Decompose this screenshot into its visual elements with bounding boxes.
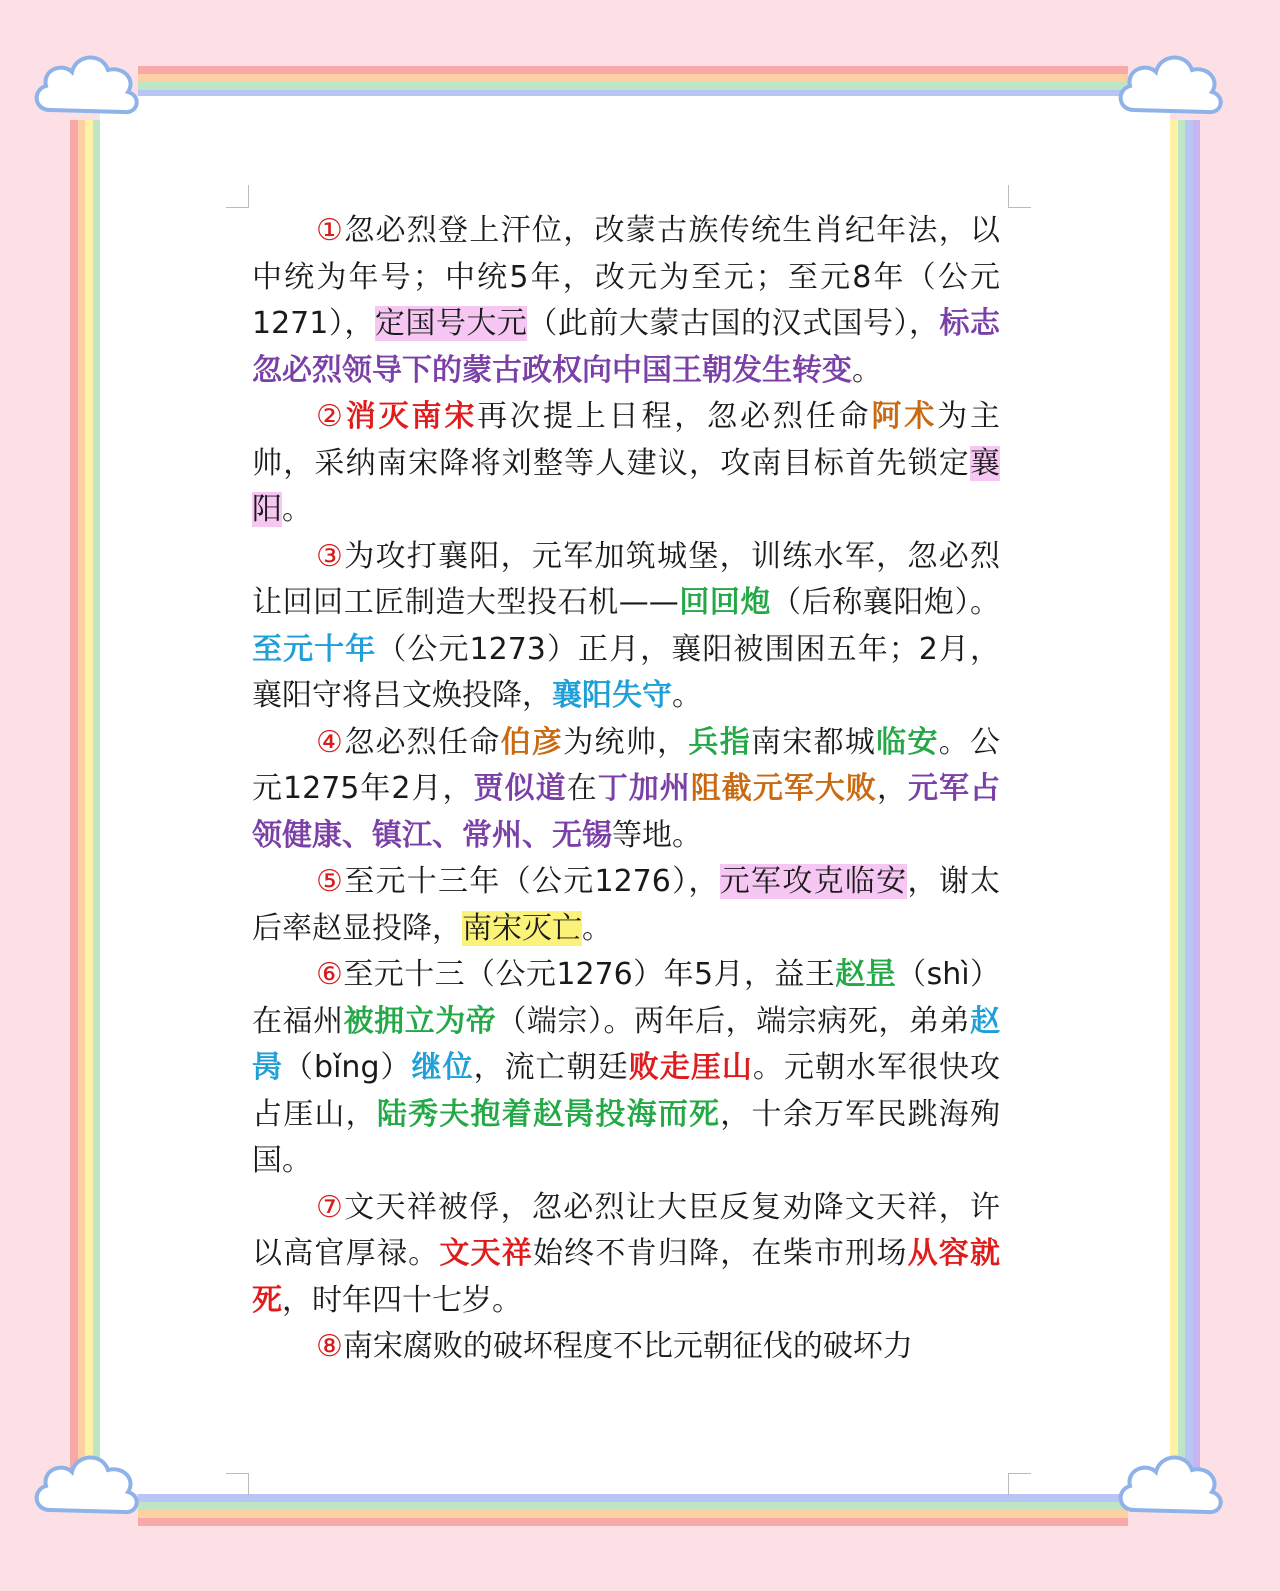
text-hl-pink: 元军攻克临安 [719, 864, 908, 899]
text-segment: 为统帅， [563, 724, 689, 760]
text-segment: （后称襄阳炮）。 [771, 585, 1001, 620]
text-blue: 至元十年 [252, 631, 377, 667]
paragraph-6 [252, 952, 1000, 1185]
text-segment: 再次提上日程，忽必烈任命 [477, 399, 872, 434]
text-segment: （bǐng） [283, 1050, 412, 1085]
text-segment: ，时年四十七岁。 [282, 1282, 522, 1318]
text-segment: 。 [282, 492, 312, 527]
text-segment: （shì）在福州 [252, 957, 1001, 1039]
text-segment: 为攻打襄阳，元军加筑城堡，训练水军，忽必烈让回回工匠制造大型投石机—— [252, 538, 1000, 620]
text-green: 回回炮 [678, 585, 772, 620]
paragraph-3 [252, 534, 1000, 720]
text-segment: 在 [566, 771, 598, 806]
text-segment: ，流亡朝廷 [473, 1050, 629, 1085]
text-purple: 贾似道 [473, 771, 567, 806]
text-segment: ，十余万军民跳海殉国。 [252, 1096, 1001, 1178]
document-body [252, 208, 1000, 1371]
paragraph-1 [252, 208, 1000, 394]
text-segment: （公元1273）正月，襄阳被围困五年；2月，襄阳守将吕文焕投降， [252, 631, 1001, 713]
text-red: 从容就死 [252, 1236, 1001, 1318]
text-segment: 。元朝水军很快攻占厓山， [252, 1050, 1001, 1132]
text-num: ⑤ [316, 864, 345, 899]
text-segment: 南宋腐败的破坏程度不比元朝征伐的破坏力 [342, 1329, 913, 1364]
text-segment: ， [876, 771, 908, 806]
text-num: ③ [316, 538, 345, 574]
text-segment: 至元十三年（公元1276）， [344, 864, 720, 899]
text-segment: 。公元1275年2月， [252, 724, 1001, 806]
text-num: ② [316, 399, 346, 434]
cloud-icon [28, 1440, 148, 1530]
text-green: 兵指 [688, 724, 751, 760]
text-segment: （此前大蒙古国的汉式国号）， [527, 306, 940, 341]
text-blue: 襄阳失守 [552, 678, 672, 713]
text-red: 败走厓山 [628, 1050, 753, 1085]
cloud-icon [1112, 1440, 1232, 1530]
crop-mark [1008, 1473, 1031, 1496]
top-rainbow-border [138, 66, 1128, 98]
text-hl-pink: 襄阳 [252, 445, 1000, 527]
text-segment: 。 [672, 678, 702, 713]
text-green: 赵昰 [835, 957, 897, 992]
text-segment: 忽必烈任命 [344, 724, 501, 760]
text-green: 临安 [876, 724, 939, 760]
text-segment: 南宋都城 [751, 724, 877, 760]
text-red: 文天祥 [439, 1236, 533, 1271]
text-num: ⑦ [316, 1189, 345, 1225]
paragraph-4 [252, 720, 1000, 860]
text-red: 消灭南宋 [345, 399, 478, 434]
text-segment: 始终不肯归降，在柴市刑场 [532, 1236, 908, 1271]
text-purple: 丁加州 [597, 771, 691, 806]
text-segment: ，谢太后率赵显投降， [252, 864, 1001, 946]
left-rainbow-border [70, 120, 100, 1470]
text-segment: 文天祥被俘，忽必烈让大臣反复劝降文天祥，许以高官厚禄。 [252, 1189, 1000, 1271]
text-segment: （端宗）。两年后，端宗病死，弟弟 [496, 1003, 971, 1039]
text-blue: 赵昺 [252, 1003, 1001, 1085]
crop-mark [1008, 185, 1031, 208]
cloud-icon [28, 40, 148, 130]
text-num: ④ [316, 724, 345, 760]
text-segment: 忽必烈登上汗位，改蒙古族传统生肖纪年法，以中统为年号；中统5年，改元为至元；至元8年（公元1271）， [252, 213, 1000, 341]
paragraph-8 [252, 1324, 1000, 1371]
text-segment: 等地。 [612, 817, 702, 853]
paragraph-5 [252, 859, 1000, 952]
text-orange: 伯彦 [500, 724, 564, 760]
text-segment: 。 [582, 910, 612, 946]
text-segment: 至元十三（公元1276）年5月，益王 [343, 957, 836, 992]
bottom-rainbow-border [138, 1494, 1128, 1526]
paragraph-7 [252, 1185, 1000, 1325]
text-num: ⑧ [316, 1329, 343, 1364]
text-blue: 继位 [411, 1050, 474, 1085]
text-segment: 为主帅，采纳南宋降将刘整等人建议，攻南目标首先锁定 [252, 399, 1001, 481]
right-rainbow-border [1170, 120, 1200, 1470]
text-green: 陆秀夫抱着赵昺投海而死 [376, 1096, 721, 1132]
crop-mark [226, 1473, 249, 1496]
text-hl-pink: 定国号大元 [374, 306, 528, 341]
crop-mark [226, 185, 249, 208]
text-segment: 。 [852, 352, 882, 388]
text-num: ① [316, 213, 345, 248]
text-purple: 元军占领健康、镇江、常州、无锡 [252, 771, 1001, 853]
text-hl-yellow: 南宋灭亡 [462, 910, 582, 946]
text-purple: 标志忽必烈领导下的蒙古政权向中国王朝发生转变 [252, 306, 1001, 388]
paragraph-2 [252, 394, 1000, 534]
cloud-icon [1112, 40, 1232, 130]
text-orange: 阻截元军大败 [690, 771, 877, 806]
text-orange: 阿术 [871, 399, 938, 434]
text-num: ⑥ [316, 957, 344, 992]
text-green: 被拥立为帝 [343, 1003, 497, 1039]
